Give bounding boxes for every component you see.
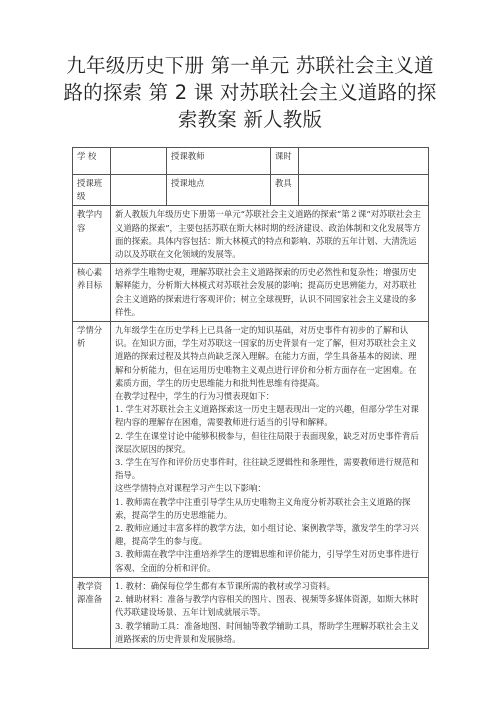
literacy-text: 培养学生唯物史观，理解苏联社会主义道路探索的历史必然性和复杂性；增强历史解释能力，分析斯大林模式对苏联社会发展的影响；提高历史思辨能力，对苏联社会主义道路的探索进行客观评价；树立全球视野，认识不同国家社会主义建设的多样性。 [111,264,429,322]
school-label: 学 校 [73,148,111,175]
resources-row [73,577,429,648]
header-row-2 [73,175,429,206]
hours-value [299,148,429,175]
content-label: 教学内容 [73,206,111,264]
document-title [40,52,460,133]
analysis-paragraph: 3. 教师需在教学中注重培养学生的逻辑思维和评价能力，引导学生对历史事件进行客观、全面的分析和评价。 [115,549,419,573]
content-row [73,206,429,264]
literacy-label: 核心素养目标 [73,264,111,322]
title-line: 索教案 新人教版 [177,108,323,131]
title-line: 九年级历史下册 第一单元 苏联社会主义道 [66,54,434,77]
resource-item: 1. 教材：确保每位学生都有本节课所需的教材或学习资料。 [115,580,336,591]
class-label: 授课班级 [73,175,111,206]
analysis-paragraph: 2. 教师应通过丰富多样的教学方法，如小组讨论、案例教学等，激发学生的学习兴趣，提高学生的参与度。 [115,523,419,547]
literacy-row [73,264,429,322]
location-label: 授课地点 [167,175,271,206]
analysis-paragraph: 1. 学生对苏联社会主义道路探索这一历史主题表现出一定的兴趣，但部分学生对课程内容的理解存在困难，需要教师进行适当的引导和解释。 [115,404,419,428]
analysis-paragraph: 九年级学生在历史学科上已具备一定的知识基础，对历史事件有初步的了解和认识。在知识方面，学生对苏联这一国家的历史背景有一定了解，但对苏联社会主义道路的探索过程及其特点尚缺乏深入理解。在能力方面，学生具备基本的阅读、理解和分析能力，但在运用历史唯物主义观点进行评价和分析方面存在一定困难。在素质方面，学生的历史思维能力和批判性思维有待提高。 [115,325,417,388]
analysis-paragraph: 这些学情特点对课程学习产生以下影响： [115,483,266,494]
resource-item: 3. 教学辅助工具：准备地图、时间轴等教学辅助工具，帮助学生理解苏联社会主义道路探索的历史背景和发展脉络。 [115,620,419,644]
teacher-label: 授课教师 [167,148,271,175]
content-text: 新人教版九年级历史下册第一单元“苏联社会主义道路的探索”第２课“对苏联社会主义道路的探索”，主要包括苏联在斯大林时期的经济建设、政治体制和文化发展等方面的探索。具体内容包括：斯大林模式的特点和影响、苏联的五年计划、大清洗运动以及苏联在文化领域的发展等。 [111,206,429,264]
analysis-paragraph: 3. 学生在写作和评价历史事件时，往往缺乏逻辑性和条理性，需要教师进行规范和指导。 [115,457,419,481]
resource-item: 2. 辅助材料：准备与教学内容相关的图片、图表、视频等多媒体资源，如斯大林时代苏联建设场景、五年计划成就展示等。 [115,594,419,618]
class-value [111,175,167,206]
resources-content [111,577,429,648]
header-row-1 [73,148,429,175]
hours-label: 课时 [271,148,299,175]
analysis-paragraph: 1. 教师需在教学中注重引导学生从历史唯物主义角度分析苏联社会主义道路的探索，提高学生的历史思维能力。 [115,496,411,520]
analysis-paragraph: 在教学过程中，学生的行为习惯表现如下： [115,391,275,402]
tools-label: 教具 [271,175,299,206]
school-value [111,148,167,175]
analysis-content [111,322,429,578]
title-line: 路的探索 第 2 课 对苏联社会主义道路的探 [63,81,437,104]
analysis-paragraph: 2. 学生在课堂讨论中能够积极参与，但往往局限于表面现象，缺乏对历史事件背后深层次原因的探究。 [115,430,419,454]
resources-label: 教学资源准备 [73,577,111,648]
analysis-row [73,322,429,578]
tools-value [299,175,429,206]
lesson-plan-table [72,147,429,649]
analysis-label: 学情分析 [73,322,111,578]
